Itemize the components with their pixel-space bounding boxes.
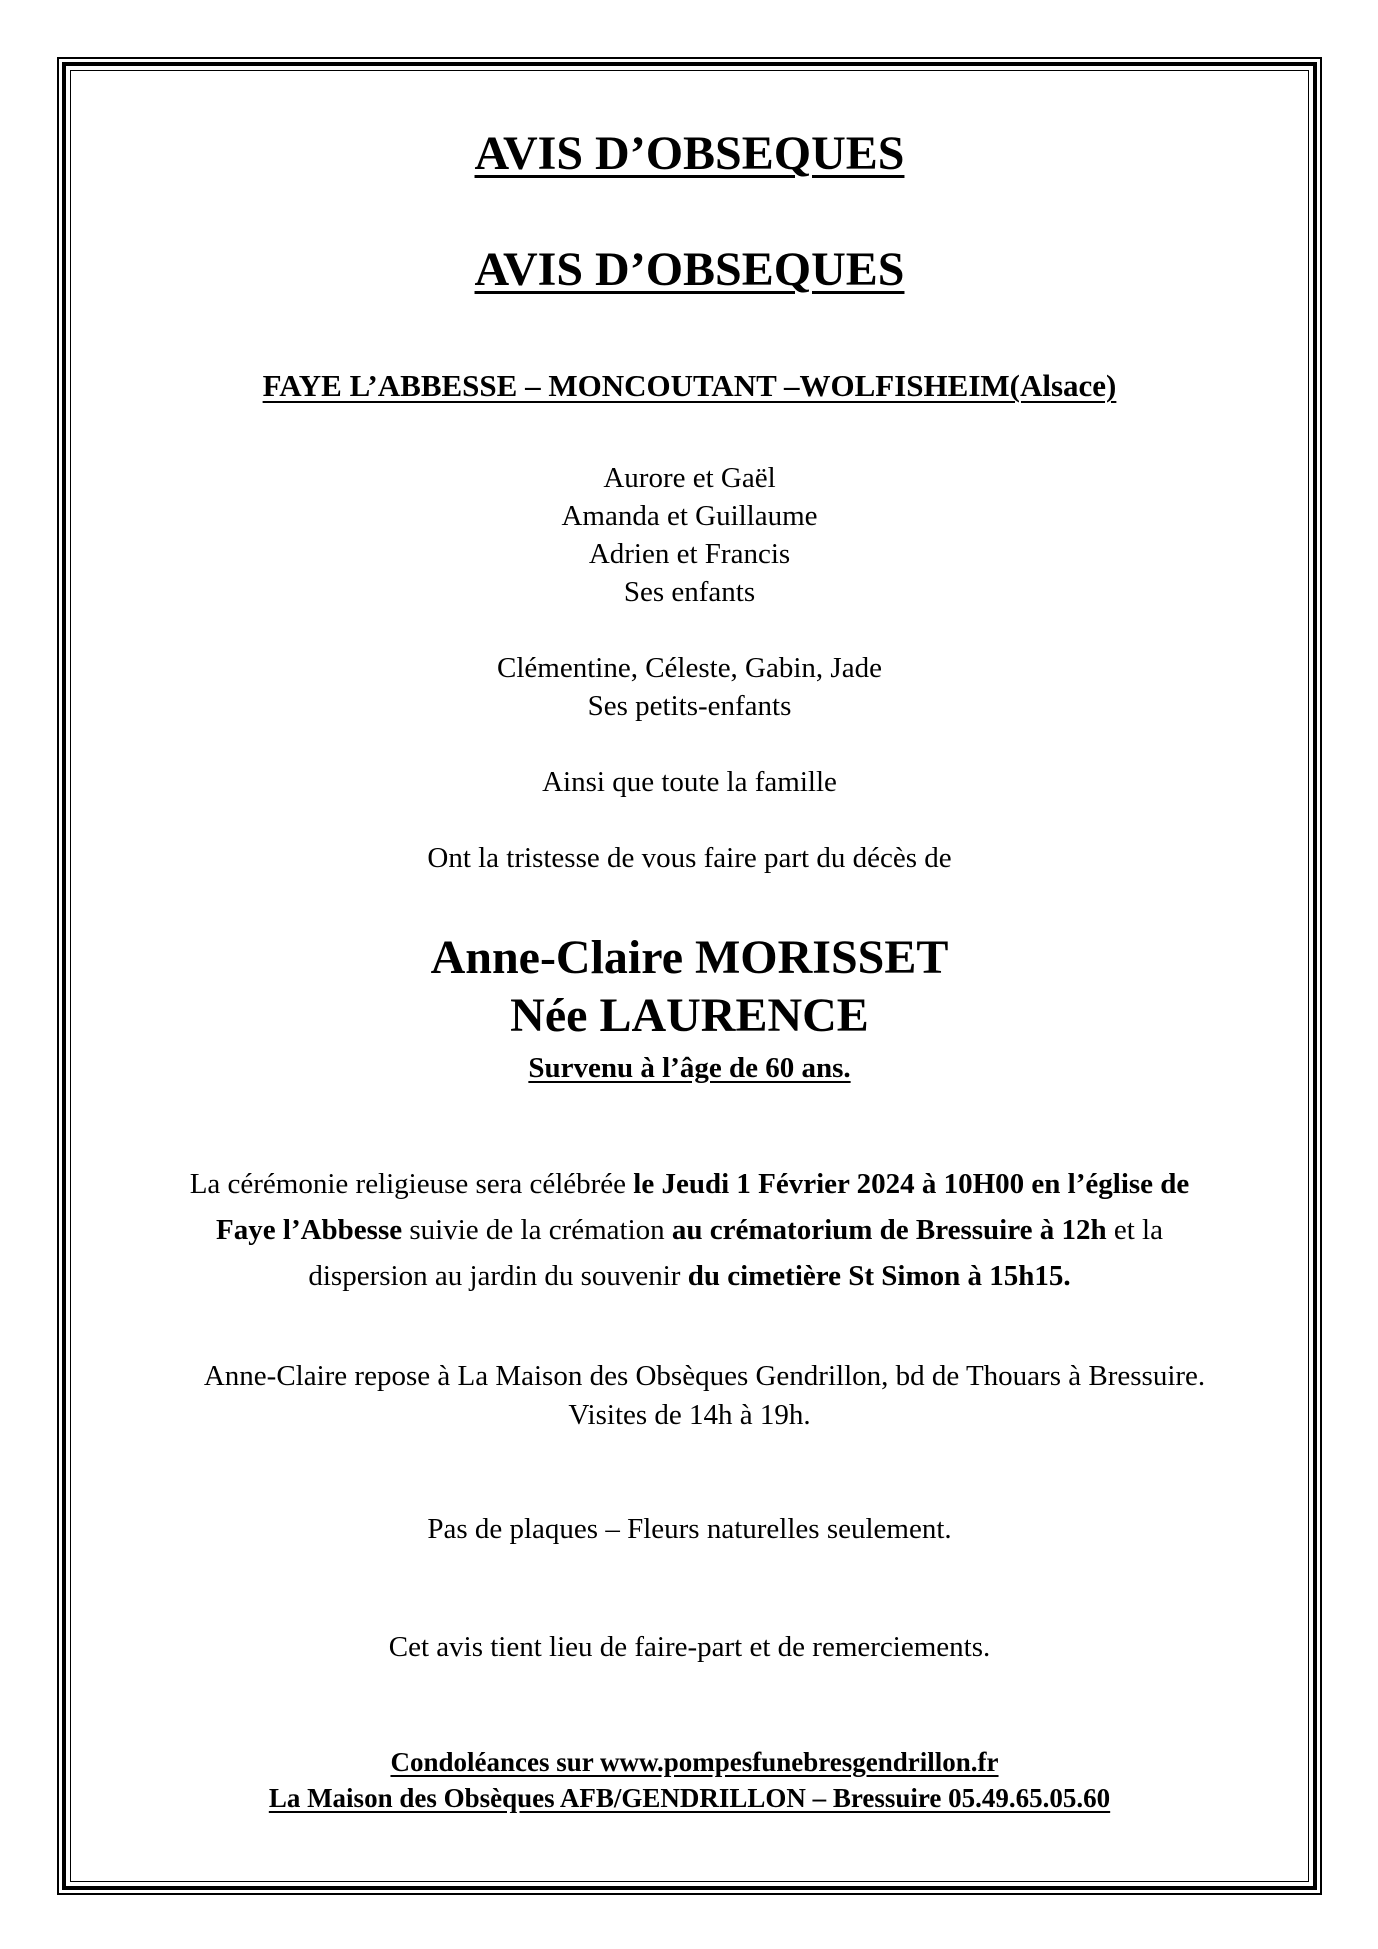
ceremony-paragraph: La cérémonie religieuse sera célébrée le Jeudi 1 Février 2024 à 10H00 en l’église de Faye l’Abbesse suivie de la crémation au crématorium de Bressuire à 12h et la dispersion au jardin du souvenir du cimetière St Simon à 15h15. [189, 1168, 1190, 1292]
children-names-2: Amanda et Guillaume [561, 500, 818, 532]
obituary-notice [70, 70, 1309, 1882]
notice-title: AVIS D’OBSEQUES [474, 127, 905, 180]
children-names-3: Adrien et Francis [588, 538, 791, 570]
visit-location: Anne-Claire repose à La Maison des Obsèques Gendrillon, bd de Thouars à Bressuire. [203, 1360, 1206, 1392]
condolences-link[interactable]: Condoléances sur www.pompesfunebresgendrillon.fr [390, 1747, 999, 1777]
announcement-text: Ont la tristesse de vous faire part du décès de [427, 842, 952, 874]
children-names-1: Aurore et Gaël [603, 462, 776, 494]
children-label: Ses enfants [623, 576, 756, 608]
funeral-home-contact: La Maison des Obsèques AFB/GENDRILLON – Bressuire 05.49.65.05.60 [268, 1783, 1111, 1813]
locations-heading: FAYE L’ABBESSE – MONCOUTANT –WOLFISHEIM(Alsace) [262, 368, 1117, 403]
whole-family: Ainsi que toute la famille [542, 766, 837, 798]
grandchildren-label: Ses petits-enfants [587, 690, 792, 722]
deceased-maiden-name: Née LAURENCE [510, 989, 869, 1042]
dispersion-place: du cimetière St Simon à 15h15. [687, 1260, 1071, 1292]
faire-part-notice: Cet avis tient lieu de faire-part et de remerciements. [388, 1631, 991, 1663]
ceremony-church: Faye l’Abbesse [216, 1214, 403, 1246]
deceased-name: Anne-Claire MORISSET [430, 931, 949, 984]
grandchildren-names: Clémentine, Céleste, Gabin, Jade [497, 652, 882, 684]
visit-hours: Visites de 14h à 19h. [568, 1399, 811, 1431]
flowers-notice: Pas de plaques – Fleurs naturelles seulement. [427, 1513, 952, 1545]
notice-title-repeat: AVIS D’OBSEQUES [474, 243, 905, 296]
ceremony-date-place: le Jeudi 1 Février 2024 à 10H00 en l’église de [633, 1168, 1190, 1200]
cremation-place: au crématorium de Bressuire à 12h [671, 1214, 1107, 1246]
deceased-age: Survenu à l’âge de 60 ans. [528, 1052, 851, 1084]
